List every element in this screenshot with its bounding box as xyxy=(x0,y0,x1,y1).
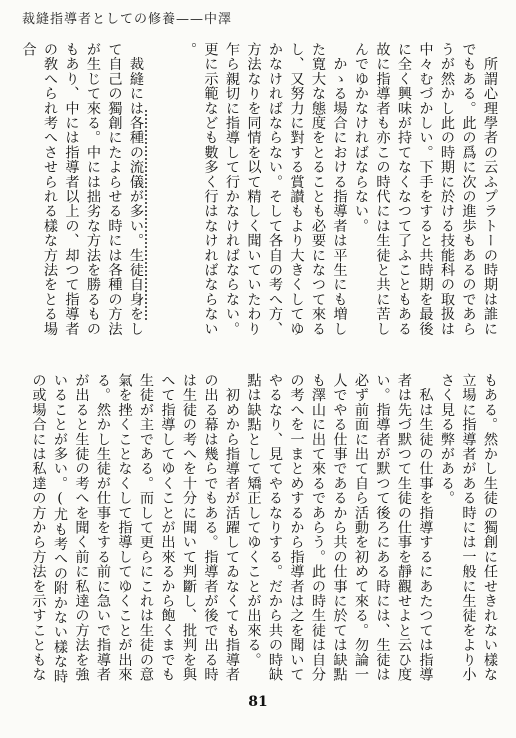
text-column: 私は生徒の仕事を指導するにあたつては指導 xyxy=(417,373,434,682)
text-column: 所謂心理學者の云ふプラトーの時期は誰に xyxy=(482,42,498,336)
text-column: 點は缺點として矯正してゆくことが出來る。 xyxy=(245,373,262,667)
text-column: の出る幕は幾らでもある。指導者が後で出る時 xyxy=(202,373,219,682)
text-column: さく見る弊がある。 xyxy=(439,373,455,506)
text-column: が出ると生徒の考へを聞く前に私達の方法を強 xyxy=(73,373,90,682)
text-column: でもある。此の爲に次の進歩もあるのであら xyxy=(460,42,477,336)
text-column: 中々むづかしい。下手をすると共時期を最後 xyxy=(417,42,434,336)
running-header: 裁縫指導者としての修養——中澤 xyxy=(22,12,233,27)
text-column: 人でやる仕事であるから共の仕事に於ては缺點 xyxy=(331,373,348,682)
text-column: かゝる場合における指導者は平生にも増し xyxy=(331,42,348,336)
text-column: 初めから指導者が活躍してゐなくても指導者 xyxy=(224,373,240,682)
text-column: かなければならない。そして各自の考へ方、 xyxy=(267,42,283,336)
text-column: 合 xyxy=(20,42,37,57)
text-column: た寛大な態度をとることも必要になつて來る xyxy=(310,42,326,336)
text-column: る。然かし生徒が仕事をする前に急いで指導者 xyxy=(95,373,111,682)
text-column: 氣を挫くことなくして指導してゆくことが出來 xyxy=(116,373,133,682)
text-column: 必ず前面に出て自ら活動を初めて來る。勿論一 xyxy=(353,373,369,682)
text-column: 方法なりを同情を以て精しく聞いていたわり xyxy=(245,42,262,336)
text-column: 故に指導者も亦この時代には生徒と共に苦し xyxy=(374,42,391,336)
text-column: の或場合には私達の方から方法を示すこともな xyxy=(30,373,47,682)
text-column: いることが多い。(尤も考への附かない樣な時 xyxy=(52,373,68,684)
text-column: やるなり、見てやるなりする。だから共の時缺 xyxy=(267,373,283,682)
text-column: 者は先づ默つて生徒の仕事を靜觀せよと云ひ度 xyxy=(396,373,412,682)
text-column: もある。然かし生徒の獨創に任せきれない樣な xyxy=(482,373,498,682)
page-number: 81 xyxy=(248,694,268,710)
section-separator xyxy=(145,110,149,320)
text-column: 立場に指導者がある時には一般に生徒をより小 xyxy=(460,373,477,682)
text-column: し、又努力に對する賞讃もより大きくしてゆ xyxy=(288,42,305,336)
text-column: うが然かし此の時期に於ける技能科の取扱は xyxy=(439,42,455,336)
text-column: の考へを一まとめするから指導者は之を聞いて xyxy=(288,373,305,682)
text-column: に全く興味が持てなくなつて了ふこともある xyxy=(396,42,412,336)
text-column: て自己の獨創にたよらせる時には各種の方法 xyxy=(106,42,123,336)
text-column: は生徒の考へを十分に聞いて判斷し、批判を與 xyxy=(181,373,197,682)
text-column: い。指導者が默つて後ろにある時には、生徒は xyxy=(374,373,391,682)
text-column: が生じて來る。中には拙劣な方法を勝るもの xyxy=(85,42,101,336)
text-column: 更に示範なども數多く行はなければならない xyxy=(202,42,219,336)
text-column: んでゆかなければならない。 xyxy=(353,42,369,234)
text-column: 乍ら親切に指導して行かなければならない。 xyxy=(224,42,240,336)
text-column: 。 xyxy=(181,42,197,57)
text-column: へて指導してゆくことが出來るから飽くまでも xyxy=(159,373,176,682)
text-column: 裁縫には各種の流儀が多い。生徒自身をし xyxy=(128,42,144,336)
text-column: もあり、中には指導者以上の、却つて指導者 xyxy=(63,42,80,336)
text-column: の敎へられ考へさせられる樣な方法をとる場 xyxy=(42,42,58,336)
text-column: 生徒が主である。而して更らにこれは生徒の意 xyxy=(138,373,154,682)
text-column: も澤山に出て來るであらう。此の時生徒は自分 xyxy=(310,373,326,682)
